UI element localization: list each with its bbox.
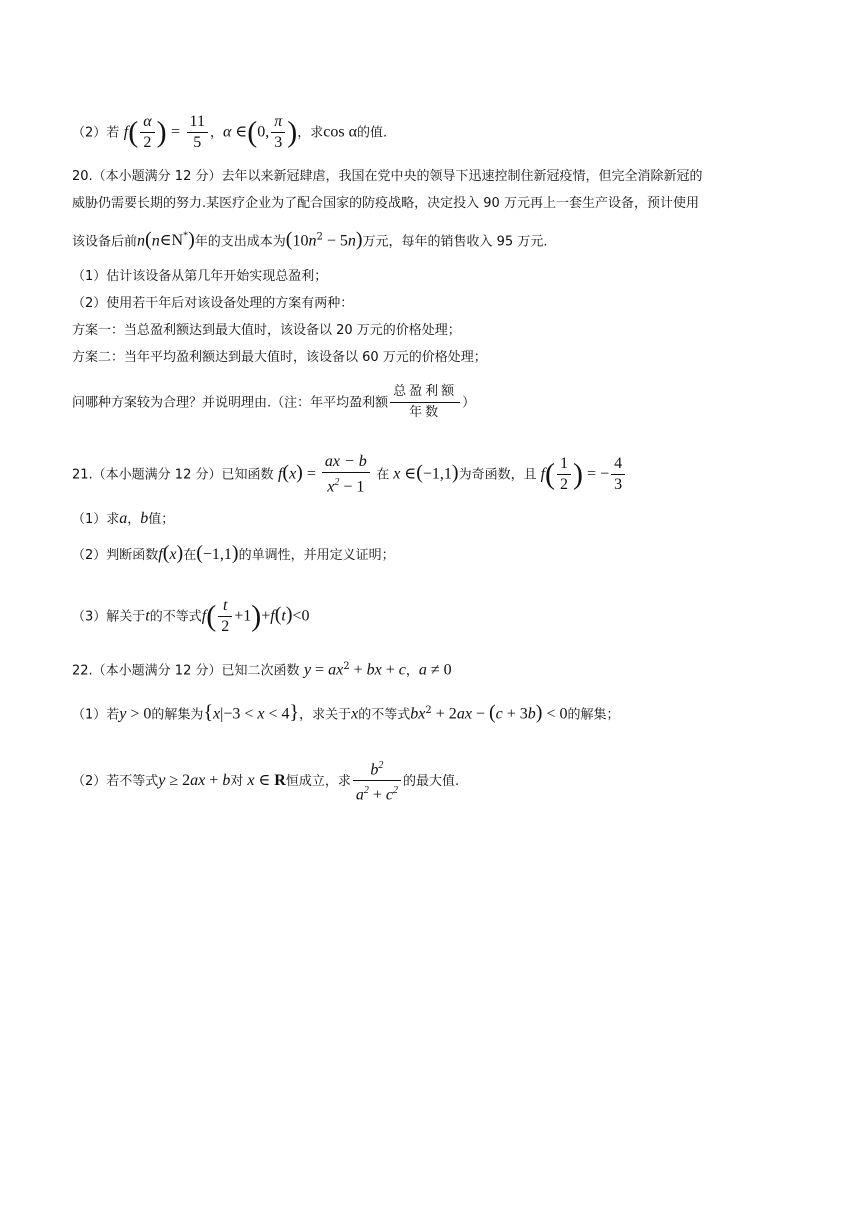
- q20-part1: （1）估计该设备从第几年开始实现总盈利；: [72, 269, 328, 284]
- pi-over-3: $\frac{\pi}{3}$: [271, 112, 285, 153]
- q20-line1: 20.（本小题满分 12 分）去年以来新冠肆虐，我国在党中央的领导下迅速控制住新冠疫情，但完全消除新冠的: [72, 169, 703, 184]
- eleven-fifths: $\frac{11}{5}$: [187, 112, 208, 153]
- q22-part1: （1）若y > 0的解集为{x|−3 < x < 4}，求关于x的不等式$bx^2 + 2ax - (c + 3b) < 0$的解集；: [72, 701, 620, 724]
- avg-profit-fraction: $\frac{\text{总盈利额}}{\text{年数}}$: [390, 382, 460, 423]
- q22-part2: （2）若不等式y ≥ 2ax + b对 x ∈ R恒成立，求 $\frac{b^2}{a^2 + c^2}$ 的最大值.: [72, 756, 800, 806]
- q20-plan2: 方案二：当年平均盈利额达到最大值时，该设备以 60 万元的价格处理；: [72, 350, 487, 365]
- q22-intro: 22.（本小题满分 12 分）已知二次函数 $y = ax^2$ + bx + c，a ≠ 0: [72, 661, 452, 679]
- alpha-over-2: $\frac{\alpha}{2}$: [140, 112, 154, 153]
- fx-fraction: $\frac{ax - b}{x^2 - 1}$: [322, 452, 370, 497]
- q21-part1: （1）求a，b值；: [72, 510, 175, 527]
- q20-part2: （2）使用若干年后对该设备处理的方案有两种：: [72, 296, 354, 311]
- q20-question: 问哪种方案较为合理？并说明理由.（注：年平均盈利额 $\frac{\text{总盈利额}}{\text{年数}}$ ）: [72, 382, 800, 423]
- q20-line3: 该设备后前n(n∈N*)年的支出成本为$(10n^2 - 5n)$万元，每年的销售收入 95 万元.: [72, 228, 548, 251]
- b2-over-a2c2: $\frac{b^2}{a^2 + c^2}$: [353, 756, 401, 806]
- q21-intro: 21.（本小题满分 12 分）已知函数 f(x) = $\frac{ax - b}{x^2 - 1}$ 在 x ∈(−1,1)为奇函数，且 f( $\frac{1}{2}$ ) = − $\frac{4}{3}$: [72, 452, 800, 497]
- q19-part2: （2）若 f( $\frac{\alpha}{2}$ ) = $\frac{11}{5}$ ，α ∈(0, $\frac{\pi}{3}$ )，求cos α的值.: [72, 113, 388, 151]
- q20-line2: 威胁仍需要长期的努力.某医疗企业为了配合国家的防疫战略，决定投入 90 万元再上一套生产设备，预计使用: [72, 196, 699, 211]
- q21-part3: （3）解关于t的不等式f( $\frac{t}{2}$ +1)+f(t)<0: [72, 597, 310, 635]
- q20-plan1: 方案一：当总盈利额达到最大值时，该设备以 20 万元的价格处理；: [72, 323, 461, 338]
- q21-part2: （2）判断函数f(x)在(−1,1)的单调性，并用定义证明；: [72, 542, 395, 564]
